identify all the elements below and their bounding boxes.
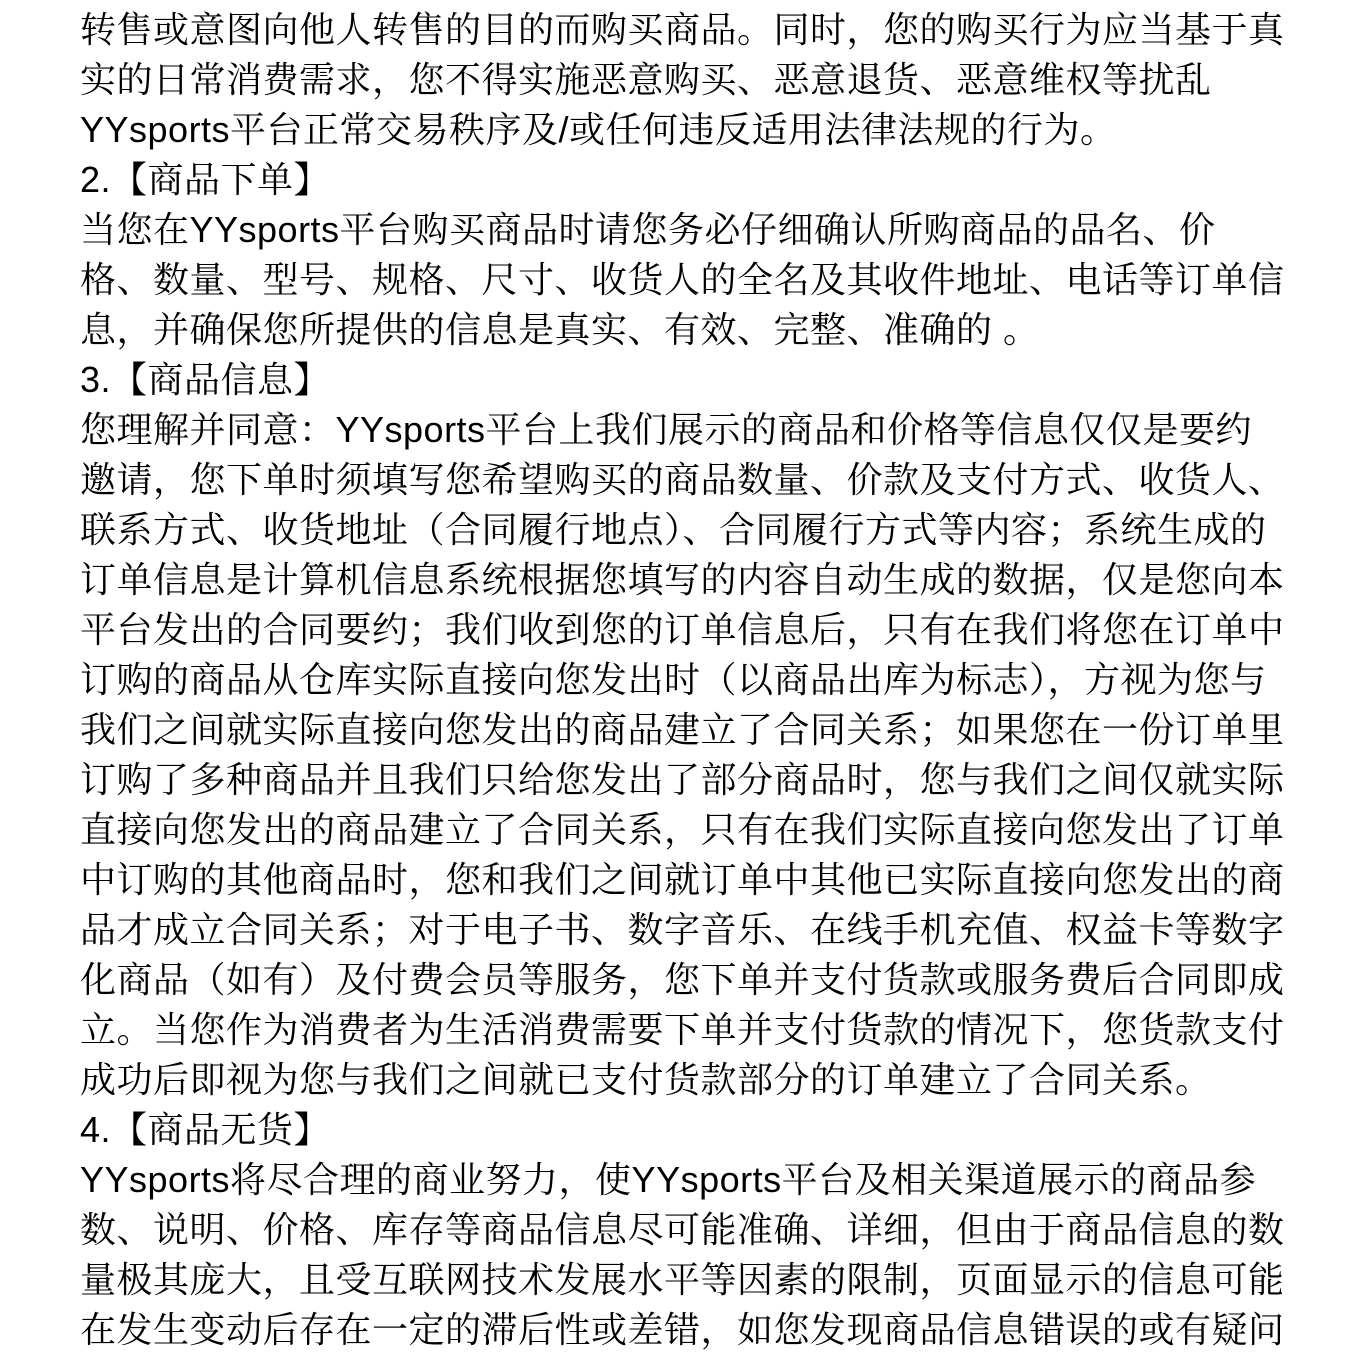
text-line: 邀请，您下单时须填写您希望购买的商品数量、价款及支付方式、收货人、 (80, 459, 1285, 500)
text-line: 订购了多种商品并且我们只给您发出了部分商品时，您与我们之间仅就实际 (80, 759, 1285, 800)
text-line: YYsports将尽合理的商业努力，使YYsports平台及相关渠道展示的商品参 (80, 1159, 1257, 1200)
section-heading-product-order: 2.【商品下单】 (80, 159, 331, 200)
text-line: 格、数量、型号、规格、尺寸、收货人的全名及其收件地址、电话等订单信 (80, 259, 1285, 300)
text-line: 我们之间就实际直接向您发出的商品建立了合同关系；如果您在一份订单里 (80, 709, 1285, 750)
text-line: 当您在YYsports平台购买商品时请您务必仔细确认所购商品的品名、价 (80, 209, 1216, 250)
text-line: 息，并确保您所提供的信息是真实、有效、完整、准确的 。 (80, 309, 1040, 350)
text-line: 化商品（如有）及付费会员等服务，您下单并支付货款或服务费后合同即成 (80, 959, 1285, 1000)
text-line: 立。当您作为消费者为生活消费需要下单并支付货款的情况下，您货款支付 (80, 1009, 1285, 1050)
text-line: 平台发出的合同要约；我们收到您的订单信息后，只有在我们将您在订单中 (80, 609, 1285, 650)
text-line: 成功后即视为您与我们之间就已支付货款部分的订单建立了合同关系。 (80, 1059, 1212, 1100)
text-line: 联系方式、收货地址（合同履行地点）、合同履行方式等内容；系统生成的 (80, 509, 1267, 550)
section-heading-product-info: 3.【商品信息】 (80, 359, 331, 400)
text-line: YYsports平台正常交易秩序及/或任何违反适用法律法规的行为。 (80, 109, 1117, 150)
text-line: 在发生变动后存在一定的滞后性或差错，如您发现商品信息错误的或有疑问 (80, 1309, 1285, 1350)
text-line: 订购的商品从仓库实际直接向您发出时（以商品出库为标志），方视为您与 (80, 659, 1267, 700)
text-line: 品才成立合同关系；对于电子书、数字音乐、在线手机充值、权益卡等数字 (80, 909, 1285, 950)
text-line: 量极其庞大，且受互联网技术发展水平等因素的限制，页面显示的信息可能 (80, 1259, 1285, 1300)
text-line: 数、说明、价格、库存等商品信息尽可能准确、详细，但由于商品信息的数 (80, 1209, 1285, 1250)
text-line: 中订购的其他商品时，您和我们之间就订单中其他已实际直接向您发出的商 (80, 859, 1285, 900)
section-heading-product-stockout: 4.【商品无货】 (80, 1109, 331, 1150)
text-line: 实的日常消费需求，您不得实施恶意购买、恶意退货、恶意维权等扰乱 (80, 59, 1212, 100)
text-line: 直接向您发出的商品建立了合同关系，只有在我们实际直接向您发出了订单 (80, 809, 1285, 850)
text-line: 您理解并同意：YYsports平台上我们展示的商品和价格等信息仅仅是要约 (80, 409, 1253, 450)
text-line: 转售或意图向他人转售的目的而购买商品。同时，您的购买行为应当基于真 (80, 9, 1285, 50)
text-line: 订单信息是计算机信息系统根据您填写的内容自动生成的数据，仅是您向本 (80, 559, 1285, 600)
